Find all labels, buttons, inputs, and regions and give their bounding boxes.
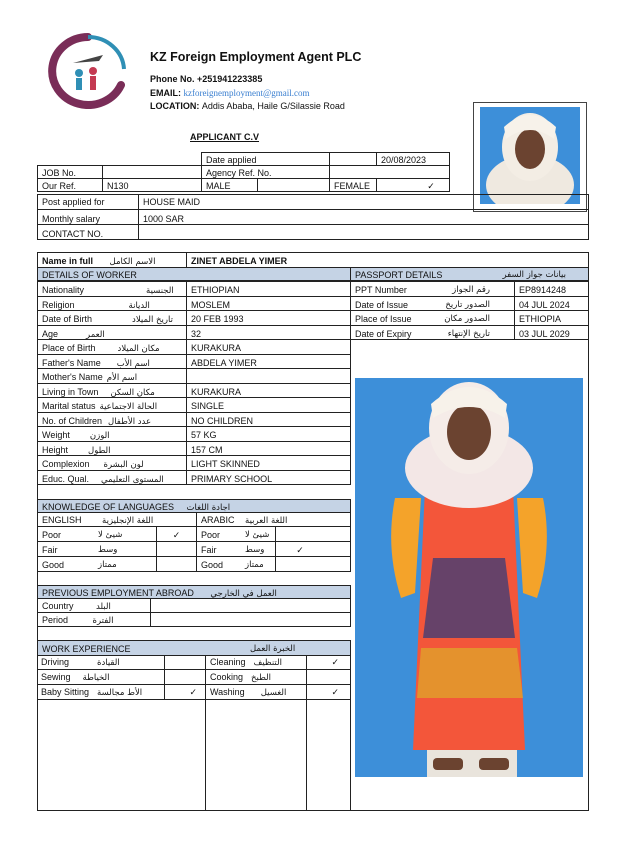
worker-row-label-en: Age [42,328,59,339]
company-phone [150,74,262,84]
worker-row-label-en: Father's Name [42,357,101,368]
worker-row-value: 57 KG [186,426,351,442]
worker-header: DETAILS OF WORKER [37,267,351,281]
experience-header-en: WORK EXPERIENCE [42,644,131,654]
worker-row-label [37,441,187,457]
passport-row-value: EP8914248 [514,281,589,297]
worker-row-label-ar: الجنسية [146,286,174,296]
english-label-ar: اللغة الإنجليزية [102,516,154,526]
english-level-label-ar: شيئ لا [98,530,123,540]
passport-row-label [350,325,515,341]
applicant-portrait-photo [480,107,580,204]
worker-row-label [37,339,187,355]
worker-row-value: MOSLEM [186,296,351,312]
worker-row-label-ar: الحالة الاجتماعية [99,402,158,412]
worker-row-label-ar: العمر [86,329,105,340]
passport-row-label-ar: رقم الجواز [452,285,490,295]
passport-row-label-ar: تاريخ الإنتهاء [447,328,490,339]
worker-row-label-ar: مكان الميلاد [117,344,160,354]
location-value: Addis Ababa, Haile G/Silassie Road [201,101,345,111]
period-value [150,612,351,627]
page-title: APPLICANT C.V [190,132,260,142]
passport-header [350,267,589,281]
period-label-en: Period [42,615,69,625]
worker-row-label [37,354,187,370]
worker-row-value: 32 [186,325,351,341]
date-applied-label: Date applied [201,152,330,166]
worker-row-value: KURAKURA [186,339,351,355]
worker-row-label-en: No. of Children [42,415,103,426]
post-value: HOUSE MAID [138,194,589,210]
period-label-ar: الفترة [92,616,114,626]
worker-row-label-en: Living in Town [42,386,99,397]
location-label: LOCATION: [150,101,202,111]
experience-left-label-en: Driving [41,657,70,667]
worker-row-label [37,470,187,486]
job-no-value [102,165,202,179]
arabic-level-check [275,556,351,572]
salary-label: Monthly salary [37,209,139,225]
worker-row-label-en: Place of Birth [42,343,96,353]
previous-header-ar: العمل في الخارجي [210,589,277,599]
country-label-ar: البلد [96,602,111,612]
arabic-level-label-ar: ممتاز [245,560,264,570]
worker-row-label [37,383,187,399]
name-label-ar: الاسم الكامل [109,257,156,267]
arabic-label-ar: اللغة العربية [245,516,288,526]
languages-header-ar: اجادة اللغات [186,503,231,513]
worker-row-label-ar: الطول [88,445,111,456]
phone-value: +251941223385 [197,74,263,84]
experience-body-frame [37,655,351,811]
company-name: KZ Foreign Employment Agent PLC [150,50,362,64]
english-level-label-en: Fair [42,545,58,555]
english-label-en: ENGLISH [42,515,82,525]
male-label: MALE [201,178,258,192]
worker-row-label-en: Complexion [42,459,90,469]
passport-header-en: PASSPORT DETAILS [355,270,443,280]
worker-row-label-ar: اسم الأم [106,373,138,383]
worker-row-label-ar: اسم الأب [116,358,150,369]
experience-left-label-ar: الأط مجالسة [97,688,143,698]
worker-row-label [37,310,187,326]
arabic-level-check: ✓ [275,541,351,557]
worker-row-label-ar: الوزن [89,431,110,441]
english-level-label-ar: ممتاز [98,560,117,570]
contact-label: CONTACT NO. [37,224,139,240]
name-value: ZINET ABDELA YIMER [186,252,589,268]
english-level-label [37,556,157,572]
worker-row-label [37,397,187,413]
job-no-label: JOB No. [37,165,103,179]
agency-ref-label: Agency Ref. No. [201,165,330,179]
experience-left-label-ar: الخياطة [82,673,110,683]
worker-row-label [37,368,187,384]
worker-row-label-ar: مكان السكن [110,387,155,398]
experience-divider-2 [164,655,165,700]
worker-row-value [186,368,351,384]
arabic-level-label [196,541,276,557]
our-ref-label: Our Ref. [37,178,103,192]
languages-header-en: KNOWLEDGE OF LANGUAGES [42,502,175,512]
passport-row-value: 03 JUL 2029 [514,325,589,341]
worker-row-label-ar: لون البشرة [103,460,144,470]
worker-row-value: KURAKURA [186,383,351,399]
arabic-level-label [196,556,276,572]
worker-row-label-ar: الديانة [128,300,150,311]
experience-left-label-en: Sewing [41,672,71,682]
passport-row-label-en: PPT Number [355,285,407,295]
period-label [37,612,151,627]
experience-right-check: ✓ [307,655,351,670]
previous-header [37,585,351,599]
worker-row-label-ar: تاريخ الميلاد [132,315,173,325]
english-level-label-ar: وسط [98,545,118,555]
arabic-level-label-en: Poor [201,530,221,540]
applicant-full-body-photo [355,378,583,777]
male-check [257,178,330,192]
experience-right-label-ar: الطبخ [251,673,272,683]
passport-row-label [350,281,515,297]
experience-right-check: ✓ [307,685,351,700]
date-applied-value: 20/08/2023 [376,152,450,166]
english-level-check: ✓ [156,526,197,542]
arabic-level-label-en: Fair [201,545,217,555]
name-label [37,252,187,268]
experience-right-label-en: Cleaning [210,657,246,667]
arabic-level-label-ar: وسط [245,545,265,555]
english-level-label [37,526,157,542]
worker-row-value: ETHIOPIAN [186,281,351,297]
country-value [150,598,351,613]
agency-ref-value [329,165,450,179]
arabic-level-label [196,526,276,542]
worker-row-label [37,426,187,442]
languages-header [37,499,351,513]
passport-row-label [350,296,515,312]
worker-row-label-en: Mother's Name [42,372,103,382]
worker-row-value: 157 CM [186,441,351,457]
worker-row-label [37,325,187,341]
experience-right-label-en: Washing [210,687,245,697]
passport-row-label-en: Date of Issue [355,299,409,310]
country-label [37,598,151,613]
passport-row-label-en: Place of Issue [355,314,412,324]
experience-header [37,640,351,656]
worker-row-value: LIGHT SKINNED [186,455,351,471]
email-value[interactable]: kzforeignemployment@gmail.com [183,88,310,98]
company-logo [47,33,129,109]
worker-row-label-ar: المستوى التعليمي [101,474,164,485]
arabic-level-check [275,526,351,542]
english-level-check [156,541,197,557]
our-ref-value: N130 [102,178,202,192]
experience-left-label-en: Baby Sitting [41,687,90,697]
arabic-level-label-ar: شيئ لا [245,530,270,540]
passport-row-label-en: Date of Expiry [355,328,412,339]
experience-left-check: ✓ [165,685,205,700]
country-label-en: Country [42,601,74,611]
experience-right-label-ar: الغسيل [260,688,287,698]
worker-row-value: SINGLE [186,397,351,413]
experience-divider [205,655,206,811]
arabic-label-en: ARABIC [201,515,235,525]
passport-row-label-ar: الصدور تاريخ [445,299,490,310]
worker-row-label-en: Nationality [42,285,85,295]
english-level-label-en: Poor [42,530,62,540]
company-email [150,88,310,98]
worker-row-label [37,412,187,428]
contact-value [138,224,589,240]
english-level-check [156,556,197,572]
worker-row-label-en: Marital status [42,401,96,411]
female-label: FEMALE [329,178,377,192]
email-label: EMAIL: [150,88,184,98]
phone-label: Phone No. [150,74,197,84]
salary-value: 1000 SAR [138,209,589,225]
worker-row-value: ABDELA YIMER [186,354,351,370]
passport-header-ar: بيانات جواز السفر [502,270,566,280]
female-check: ✓ [376,178,450,192]
passport-row-label-ar: الصدور مكان [444,314,490,324]
passport-row-label [350,310,515,326]
company-location [150,101,345,111]
post-label: Post applied for [37,194,139,210]
experience-left-label-ar: القيادة [97,658,120,668]
worker-row-value: 20 FEB 1993 [186,310,351,326]
arabic-label [196,512,351,527]
english-level-label-en: Good [42,560,65,570]
english-label [37,512,197,527]
experience-right-label-en: Cooking [210,672,244,682]
worker-row-label [37,281,187,297]
worker-row-label-en: Date of Birth [42,314,93,324]
worker-row-label [37,296,187,312]
worker-row-label-en: Weight [42,430,70,440]
worker-row-label-ar: عدد الأطفال [108,416,152,427]
previous-header-en: PREVIOUS EMPLOYMENT ABROAD [42,588,194,598]
worker-row-label-en: Educ. Qual. [42,473,90,484]
arabic-level-label-en: Good [201,560,224,570]
passport-row-value: ETHIOPIA [514,310,589,326]
worker-row-label-en: Height [42,444,69,455]
date-applied-blank [329,152,377,166]
experience-header-ar: الخبرة العمل [250,644,296,654]
worker-row-label [37,455,187,471]
worker-row-value: NO CHILDREN [186,412,351,428]
worker-row-label-en: Religion [42,299,75,310]
worker-row-value: PRIMARY SCHOOL [186,470,351,486]
experience-right-label-ar: التنظيف [253,658,282,668]
english-level-label [37,541,157,557]
name-label-en: Name in full [42,256,94,266]
passport-row-value: 04 JUL 2024 [514,296,589,312]
experience-divider-3 [306,655,307,811]
